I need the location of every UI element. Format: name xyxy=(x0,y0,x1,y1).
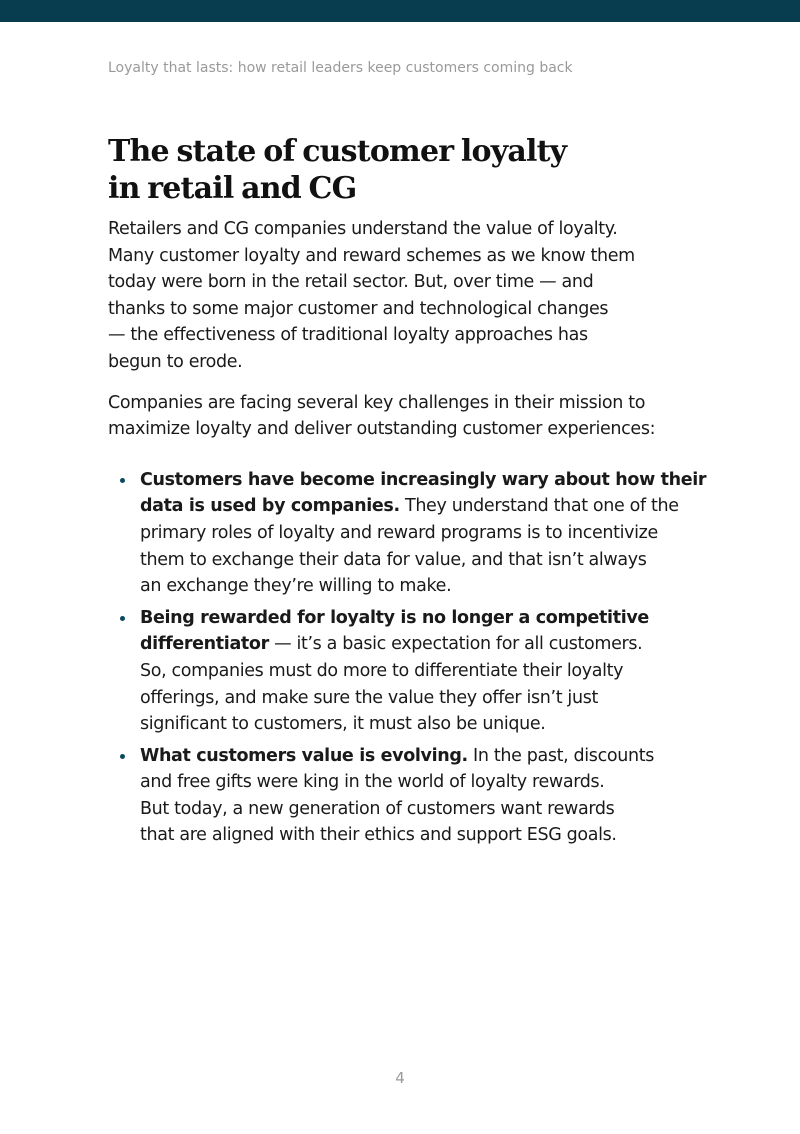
challenge-line xyxy=(140,711,693,738)
intro-line: today were born in the retail sector. But, over time — and xyxy=(108,272,594,293)
lead-paragraph xyxy=(108,390,693,443)
challenge-line xyxy=(140,573,693,600)
challenge-text: offerings, and make sure the value they offer isn’t just xyxy=(140,687,598,708)
page-title-line: The state of customer loyalty xyxy=(108,134,567,169)
challenge-text: — it’s a basic expectation for all customers. xyxy=(268,634,643,655)
challenge-text: significant to customers, it must also be unique. xyxy=(140,714,546,735)
challenge-line xyxy=(140,796,693,823)
challenge-item-differentiation xyxy=(108,605,693,738)
page-number: 4 xyxy=(395,1069,405,1087)
challenge-line xyxy=(140,467,707,494)
challenge-line xyxy=(140,493,693,520)
challenge-text: So, companies must do more to differentiate their loyalty xyxy=(140,660,624,681)
challenge-line xyxy=(140,631,693,658)
challenge-line xyxy=(140,685,693,712)
challenge-line xyxy=(140,520,693,547)
bullet-dot-icon xyxy=(120,754,125,759)
main-content xyxy=(108,133,707,854)
page-title-line: in retail and CG xyxy=(108,171,357,206)
challenge-line xyxy=(140,658,693,685)
challenge-line xyxy=(140,822,693,849)
challenge-text: They understand that one of the xyxy=(399,496,679,517)
page-title xyxy=(108,133,693,207)
challenge-item-data-privacy xyxy=(108,467,707,600)
lead-line: Companies are facing several key challenges in their mission to xyxy=(108,392,646,413)
challenge-bold-text: data is used by companies. xyxy=(140,496,400,517)
challenge-text: In the past, discounts xyxy=(467,745,654,766)
top-color-band xyxy=(0,0,800,22)
bullet-dot-icon xyxy=(120,478,125,483)
challenge-bold-text: Customers have become increasingly wary about how their xyxy=(140,469,707,490)
challenge-text: an exchange they’re willing to make. xyxy=(140,576,452,597)
intro-line: begun to erode. xyxy=(108,351,243,372)
running-header: Loyalty that lasts: how retail leaders keep customers coming back xyxy=(108,60,573,76)
challenge-line xyxy=(140,605,693,632)
challenge-line xyxy=(140,769,693,796)
challenge-item-evolving-values xyxy=(108,743,693,849)
challenge-line xyxy=(140,547,693,574)
challenge-bold-text: differentiator xyxy=(140,634,269,655)
intro-line: Many customer loyalty and reward schemes as we know them xyxy=(108,245,635,266)
bullet-dot-icon xyxy=(120,616,125,621)
intro-paragraph xyxy=(108,216,693,376)
lead-line: maximize loyalty and deliver outstanding customer experiences: xyxy=(108,419,656,440)
intro-line: thanks to some major customer and technological changes xyxy=(108,298,609,319)
challenge-text: But today, a new generation of customers want rewards xyxy=(140,798,615,819)
challenges-list xyxy=(108,467,707,849)
challenge-text: that are aligned with their ethics and support ESG goals. xyxy=(140,825,617,846)
challenge-text: them to exchange their data for value, and that isn’t always xyxy=(140,549,647,570)
challenge-bold-text: Being rewarded for loyalty is no longer a competitive xyxy=(140,607,649,628)
challenge-line xyxy=(140,743,693,770)
intro-line: Retailers and CG companies understand the value of loyalty. xyxy=(108,219,618,239)
challenge-text: primary roles of loyalty and reward programs is to incentivize xyxy=(140,522,658,543)
challenge-bold-text: What customers value is evolving. xyxy=(140,745,468,766)
intro-line: — the effectiveness of traditional loyalty approaches has xyxy=(108,325,588,346)
challenge-text: and free gifts were king in the world of loyalty rewards. xyxy=(140,772,605,793)
